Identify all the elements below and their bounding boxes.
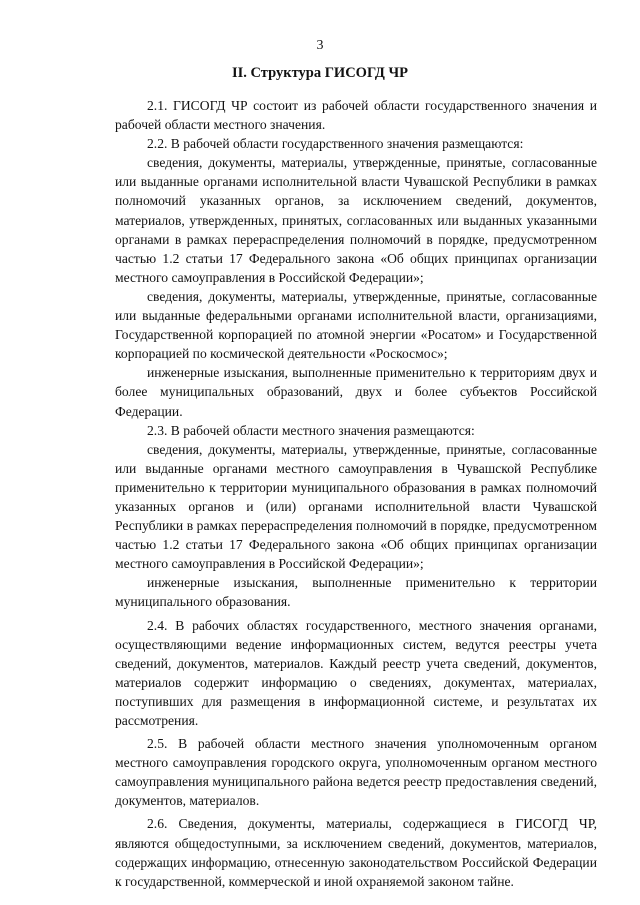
section-title: II. Структура ГИСОГД ЧР (231, 65, 409, 81)
list-item-local-surveys: инженерные изыскания, выполненные применительно к территории муниципального образования. (115, 575, 597, 610)
paragraph-2-2: 2.2. В рабочей области государственного значения размещаются: (147, 136, 524, 152)
paragraph-2-4: 2.4. В рабочих областях государственного, местного значения органами, осуществляющими ведение информационных систем, ведутся реестры учета сведений, документов, материалов. Каждый реестр учета сведений, документов, материалов содержит информацию о сведениях, документах, материалах, поступивших для размещения в информационной системе, и результатах их рассмотрения. (115, 617, 597, 728)
paragraph-2-1: 2.1. ГИСОГД ЧР состоит из рабочей области государственного значения и рабочей области местного значения. (115, 98, 597, 133)
list-item-local-docs: сведения, документы, материалы, утвержденные, принятые, согласованные или выданные органами местного самоуправления в Чувашской Республике применительно к территории муниципального образования в рамках полномочий указанных органов и (или) органами исполнительной власти Чувашской Республики в рамках перераспределения полномочий в порядке, предусмотренном частью 1.2 статьи 17 Федерального закона «Об общих принципах организации местного самоуправления в Российской Федерации»; (115, 441, 597, 572)
paragraph-2-3: 2.3. В рабочей области местного значения размещаются: (147, 422, 475, 438)
list-item-state-surveys: инженерные изыскания, выполненные применительно к территориям двух и более муниципальных образований, двух и более субъектов Российской Федерации. (115, 365, 597, 419)
paragraph-2-6: 2.6. Сведения, документы, материалы, содержащиеся в ГИСОГД ЧР, являются общедоступными, за исключением сведений, документов, материалов, содержащих информацию, отнесенную законодательством Российской Федерации к государственной, коммерческой и иной охраняемой законом тайне. (115, 816, 597, 889)
page-number: 3 (316, 38, 324, 53)
list-item-federal-docs: сведения, документы, материалы, утвержденные, принятые, согласованные или выданные федеральными органами исполнительной власти, организациями, Государственной корпорацией по атомной энергии «Росатом» и Государственной корпорацией по космической деятельности «Роскосмос»; (115, 288, 597, 362)
paragraph-2-5: 2.5. В рабочей области местного значения уполномоченным органом местного самоуправления городского округа, уполномоченным органом местного самоуправления муниципального района ведется реестр предоставления сведений, документов, материалов. (115, 736, 597, 809)
document-body (115, 96, 597, 891)
list-item-state-docs: сведения, документы, материалы, утвержденные, принятые, согласованные или выданные органами исполнительной власти Чувашской Республики в рамках полномочий указанных органов, за исключением сведений, документов, материалов, утвержденных, принятых, согласованных или выданных указанными органами в рамках перераспределения полномочий в порядке, предусмотренном частью 1.2 статьи 17 Федерального закона «Об общих принципах организации местного самоуправления в Российской Федерации»; (115, 155, 597, 285)
